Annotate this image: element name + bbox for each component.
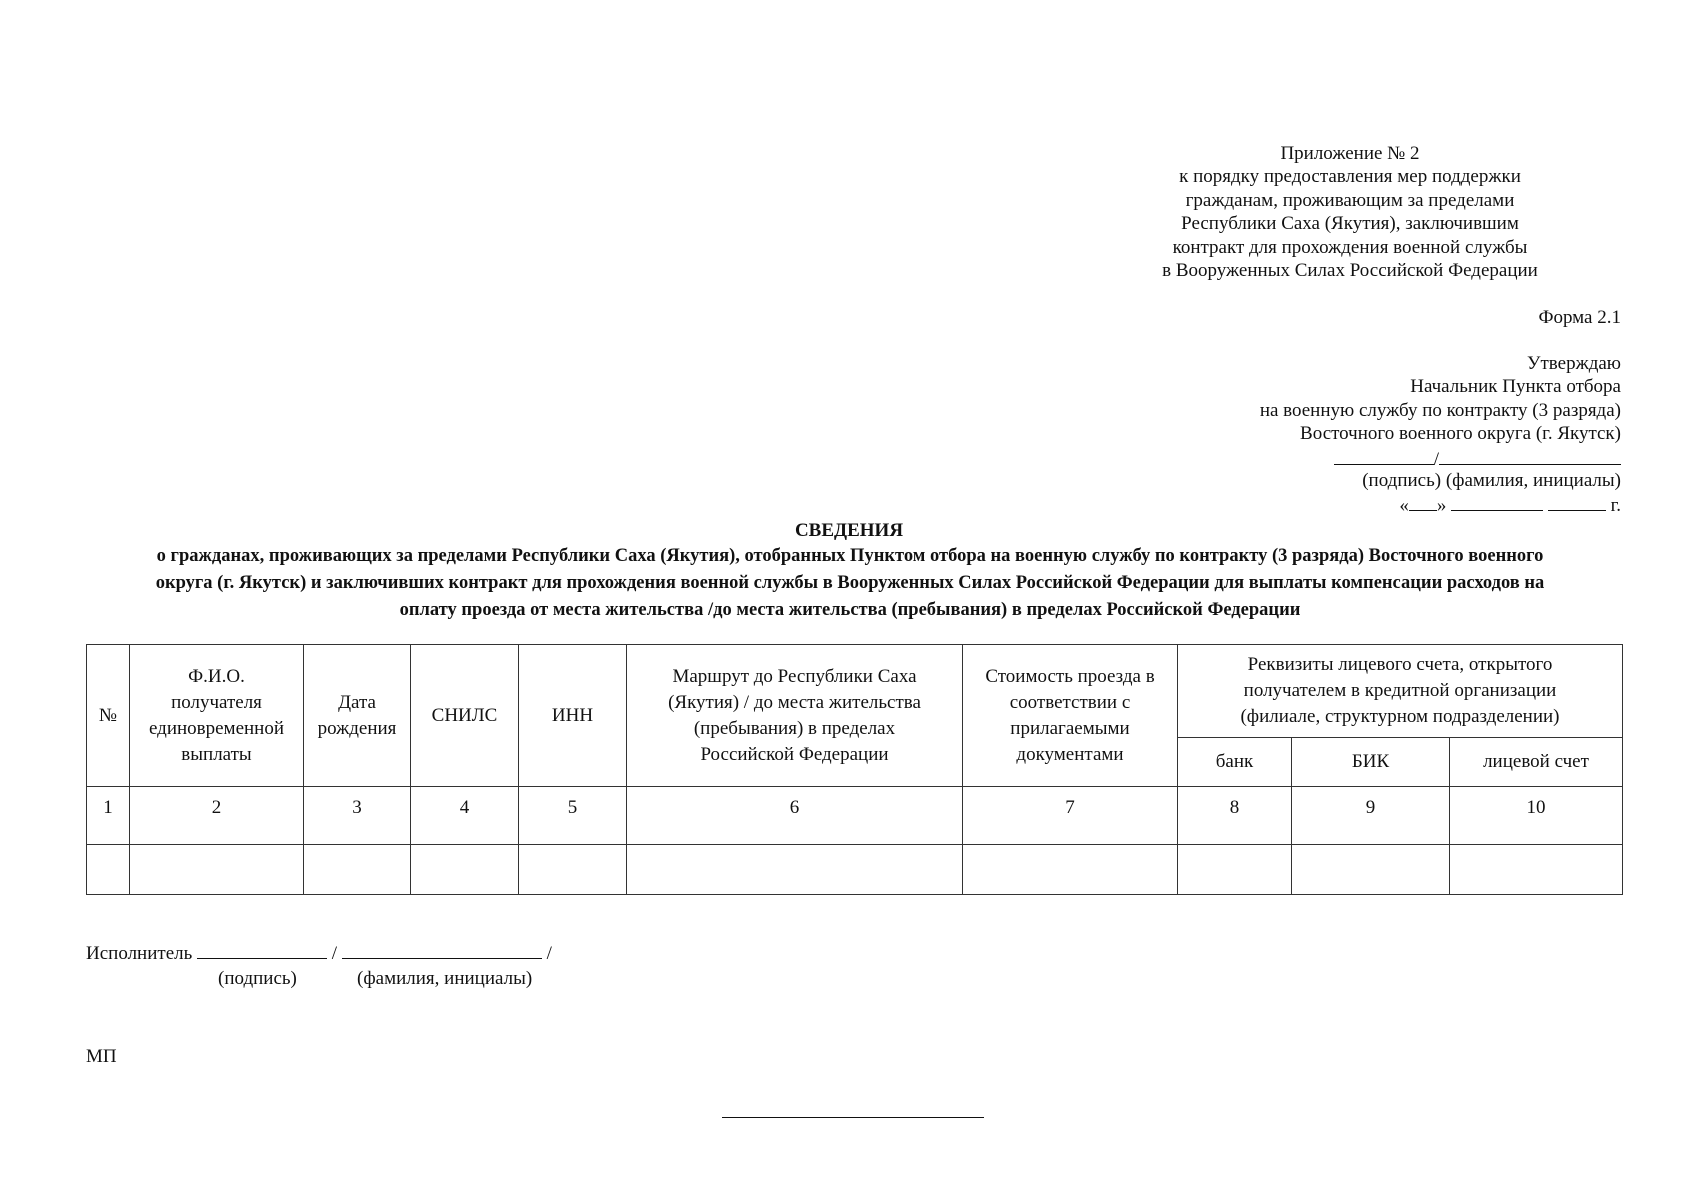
name-blank[interactable]	[1439, 446, 1621, 465]
empty-cell[interactable]	[1450, 845, 1623, 895]
column-number: 5	[519, 787, 627, 845]
executor-name-caption: (фамилия, инициалы)	[357, 968, 533, 989]
header-cost: Стоимость проезда в соответствии с прилагаемыми документами	[963, 645, 1178, 787]
column-number-row	[87, 787, 1623, 845]
form-number: Форма 2.1	[1538, 307, 1621, 328]
appendix-line: Республики Саха (Якутия), заключившим	[1181, 213, 1519, 235]
empty-cell[interactable]	[963, 845, 1178, 895]
header-birth-date: Дата рождения	[304, 645, 411, 787]
date-quote-close: »	[1436, 495, 1447, 516]
header-bik: БИК	[1292, 738, 1450, 787]
header-number: №	[87, 645, 130, 787]
subtitle-line: оплату проезда от места жительства /до места жительства (пребывания) в пределах Российской Федерации	[399, 600, 1301, 620]
empty-cell[interactable]	[130, 845, 304, 895]
approval-line: Начальник Пункта отбора	[1410, 376, 1621, 398]
empty-cell[interactable]	[627, 845, 963, 895]
data-table	[86, 644, 1623, 895]
approval-signature-caption: (подпись) (фамилия, инициалы)	[1362, 470, 1621, 491]
approval-date-line	[1399, 492, 1621, 517]
approval-line: на военную службу по контракту (3 разряда)	[1259, 399, 1621, 421]
stamp-place: МП	[86, 1046, 117, 1067]
empty-cell[interactable]	[1292, 845, 1450, 895]
appendix-line: гражданам, проживающим за пределами	[1185, 189, 1515, 211]
empty-cell[interactable]	[411, 845, 519, 895]
column-number: 7	[963, 787, 1178, 845]
column-number: 8	[1178, 787, 1292, 845]
appendix-line: контракт для прохождения военной службы	[1172, 236, 1528, 258]
executor-name-blank[interactable]	[342, 940, 542, 959]
column-number: 9	[1292, 787, 1450, 845]
appendix-block	[1150, 142, 1550, 282]
header-inn: ИНН	[519, 645, 627, 787]
executor-label: Исполнитель	[86, 943, 193, 964]
empty-cell[interactable]	[304, 845, 411, 895]
approval-line: Утверждаю	[1527, 353, 1621, 374]
year-blank[interactable]	[1548, 492, 1606, 511]
bottom-rule	[722, 1117, 984, 1118]
appendix-line: Приложение № 2	[1280, 143, 1420, 164]
empty-cell[interactable]	[1178, 845, 1292, 895]
approval-line: Восточного военного округа (г. Якутск)	[1300, 423, 1621, 445]
subtitle-line: о гражданах, проживающих за пределами Республики Саха (Якутия), отобранных Пунктом отбора на военную службу по контракту (3 разряда) Восточного военного	[156, 546, 1544, 566]
signature-slash: /	[1433, 449, 1439, 470]
column-number: 3	[304, 787, 411, 845]
header-account-number: лицевой счет	[1450, 738, 1623, 787]
header-route: Маршрут до Республики Саха (Якутия) / до места жительства (пребывания) в пределах Российской Федерации	[627, 645, 963, 787]
executor-slash: /	[546, 943, 552, 964]
header-snils: СНИЛС	[411, 645, 519, 787]
column-number: 10	[1450, 787, 1623, 845]
header-fio: Ф.И.О. получателя единовременной выплаты	[130, 645, 304, 787]
executor-slash: /	[331, 943, 338, 964]
signature-blank[interactable]	[1334, 446, 1434, 465]
day-blank[interactable]	[1409, 492, 1437, 511]
document-subtitle	[80, 543, 1620, 624]
table-header-row	[87, 645, 1623, 738]
table-row	[87, 845, 1623, 895]
empty-cell[interactable]	[519, 845, 627, 895]
month-blank[interactable]	[1451, 492, 1543, 511]
column-number: 6	[627, 787, 963, 845]
approval-block	[1101, 352, 1621, 446]
executor-signature-blank[interactable]	[197, 940, 327, 959]
column-number: 2	[130, 787, 304, 845]
date-quote-open: «	[1399, 495, 1409, 516]
year-suffix: г.	[1610, 495, 1621, 516]
empty-cell[interactable]	[87, 845, 130, 895]
executor-line	[86, 940, 552, 965]
header-bank: банк	[1178, 738, 1292, 787]
appendix-line: в Вооруженных Силах Российской Федерации	[1162, 260, 1538, 282]
approval-signature-line	[1334, 446, 1621, 471]
executor-signature-caption: (подпись)	[218, 968, 297, 989]
document-title: СВЕДЕНИЯ	[794, 520, 904, 541]
subtitle-line: округа (г. Якутск) и заключивших контракт для прохождения военной службы в Вооруженных Силах Российской Федерации для выплаты компенсации расходов на	[155, 573, 1545, 593]
column-number: 4	[411, 787, 519, 845]
column-number: 1	[87, 787, 130, 845]
appendix-line: к порядку предоставления мер поддержки	[1179, 166, 1521, 188]
header-account-details: Реквизиты лицевого счета, открытого получателем в кредитной организации (филиале, структурном подразделении)	[1178, 645, 1623, 738]
